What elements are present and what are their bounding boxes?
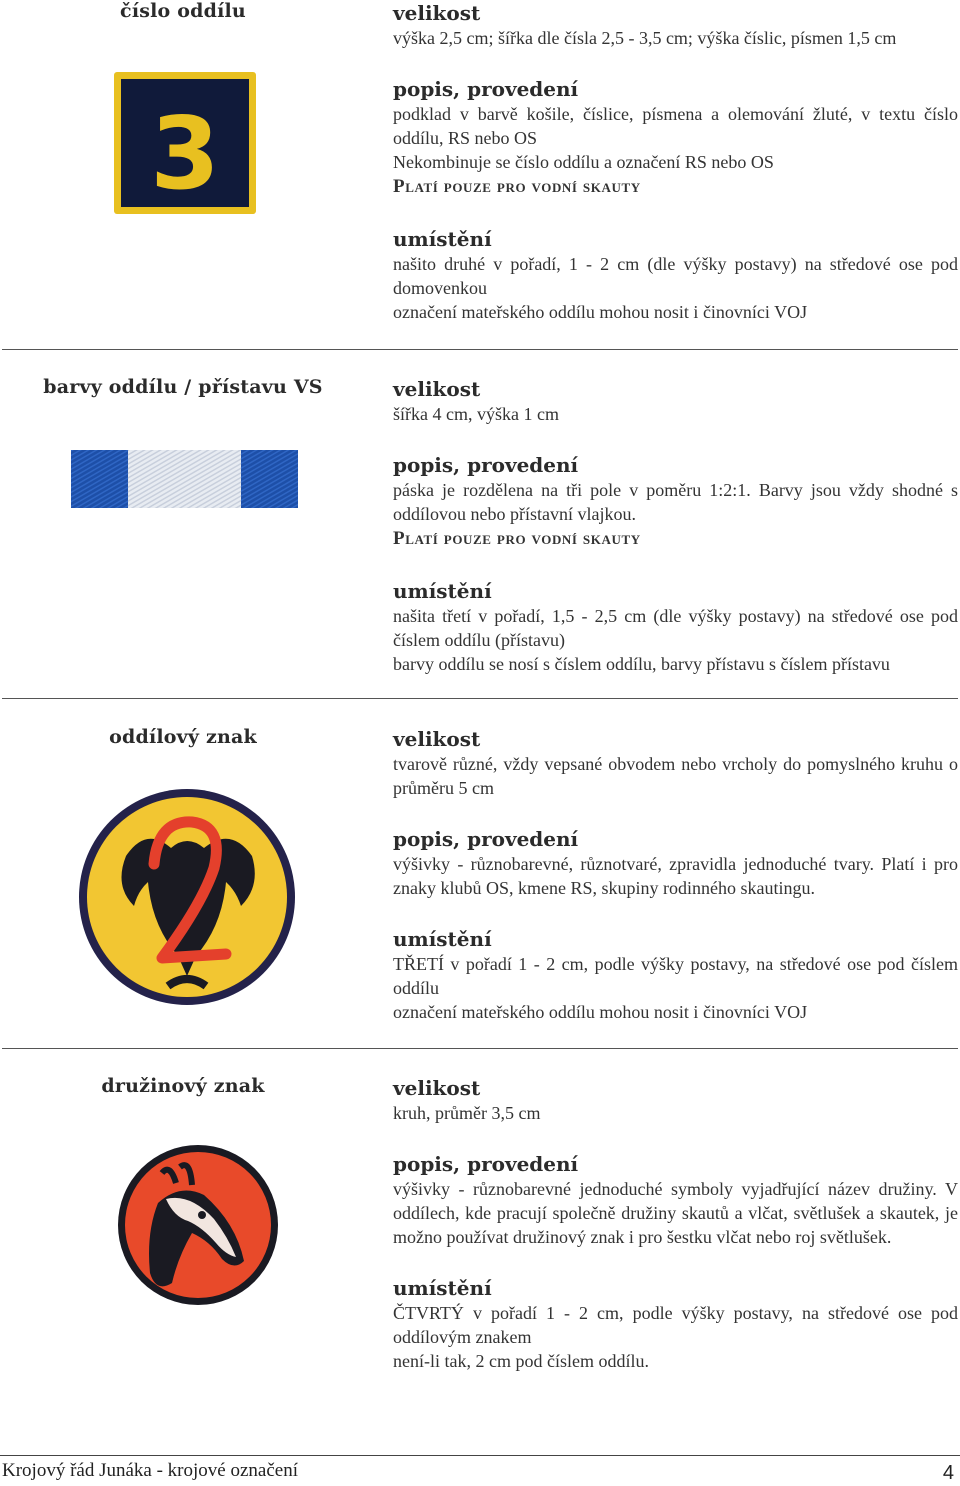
- umisteni-text: není-li tak, 2 cm pod číslem oddílu.: [393, 1351, 649, 1371]
- patrol-emblem-image: [118, 1133, 278, 1317]
- popis-text: páska je rozdělena na tři pole v poměru 1:2:1. Barvy jsou vždy shodné s oddílovou nebo přístavní vlajkou.: [393, 480, 958, 524]
- badge-number: 3: [150, 95, 220, 212]
- umisteni-text: našito druhé v pořadí, 1 - 2 cm (dle výšky postavy) na středové ose pod domovenkou: [393, 254, 958, 298]
- umisteni-text: označení mateřského oddílu mohou nosit i činovníci VOJ: [393, 1002, 808, 1022]
- velikost-text: kruh, průměr 3,5 cm: [393, 1103, 541, 1123]
- popis-text: výšivky - různobarevné jednoduché symboly vyjadřující název družiny. V oddílech, kde pracují společně družiny skautů a vlčat, světlušek a skautek, je možno používat družinový znak i pro šestku vlčat nebo roj světlušek.: [393, 1179, 958, 1247]
- umisteni-text: našita třetí v pořadí, 1,5 - 2,5 cm (dle výšky postavy) na středové ose pod číslem oddílu (přístavu): [393, 606, 958, 650]
- footer-divider: [0, 1455, 960, 1456]
- section-divider: [2, 349, 958, 350]
- section-title: oddílový znak: [109, 726, 257, 748]
- popis-text: Nekombinuje se číslo oddílu a označení RS nebo OS: [393, 152, 774, 172]
- velikost-text: šířka 4 cm, výška 1 cm: [393, 404, 559, 424]
- popis-heading: popis, provedení: [393, 453, 579, 477]
- section-title: družinový znak: [101, 1075, 265, 1097]
- popis-heading: popis, provedení: [393, 1152, 579, 1176]
- umisteni-text: ČTVRTÝ v pořadí 1 - 2 cm, podle výšky postavy, na středové ose pod oddílovým znakem: [393, 1303, 958, 1347]
- umisteni-heading: umístění: [393, 927, 492, 951]
- note-water-scouts: Platí pouze pro vodní skauty: [393, 528, 641, 549]
- footer-title: Krojový řád Junáka - krojové označení: [2, 1460, 298, 1481]
- section-title: číslo oddílu: [120, 0, 246, 22]
- section-divider: [2, 1048, 958, 1049]
- popis-text: podklad v barvě košile, číslice, písmena a olemování žluté, v textu číslo oddílu, RS nebo OS: [393, 104, 958, 148]
- popis-heading: popis, provedení: [393, 77, 579, 101]
- velikost-heading: velikost: [393, 1076, 481, 1100]
- velikost-heading: velikost: [393, 1, 481, 25]
- velikost-text: výška 2,5 cm; šířka dle čísla 2,5 - 3,5 cm; výška číslic, písmen 1,5 cm: [393, 28, 897, 48]
- troop-number-badge-image: [112, 70, 258, 216]
- umisteni-heading: umístění: [393, 1276, 492, 1300]
- velikost-heading: velikost: [393, 727, 481, 751]
- popis-heading: popis, provedení: [393, 827, 579, 851]
- page-number: 4: [942, 1462, 954, 1484]
- umisteni-text: barvy oddílu se nosí s číslem oddílu, barvy přístavu s číslem přístavu: [393, 654, 890, 674]
- popis-text: výšivky - různobarevné, různotvaré, zpravidla jednoduché tvary. Platí i pro znaky klubů OS, kmene RS, skupiny rodinného skautingu.: [393, 854, 958, 898]
- section-title: barvy oddílu / přístavu VS: [43, 376, 323, 398]
- troop-emblem-image: [76, 786, 298, 1008]
- troop-colors-ribbon-image: [71, 450, 298, 508]
- umisteni-heading: umístění: [393, 579, 492, 603]
- velikost-text: tvarově různé, vždy vepsané obvodem nebo vrcholy do pomyslného kruhu o průměru 5 cm: [393, 754, 958, 798]
- velikost-heading: velikost: [393, 377, 481, 401]
- section-divider: [2, 698, 958, 699]
- note-water-scouts: Platí pouze pro vodní skauty: [393, 176, 641, 197]
- umisteni-text: označení mateřského oddílu mohou nosit i činovníci VOJ: [393, 302, 808, 322]
- umisteni-text: TŘETÍ v pořadí 1 - 2 cm, podle výšky postavy, na středové ose pod číslem oddílu: [393, 954, 958, 998]
- umisteni-heading: umístění: [393, 227, 492, 251]
